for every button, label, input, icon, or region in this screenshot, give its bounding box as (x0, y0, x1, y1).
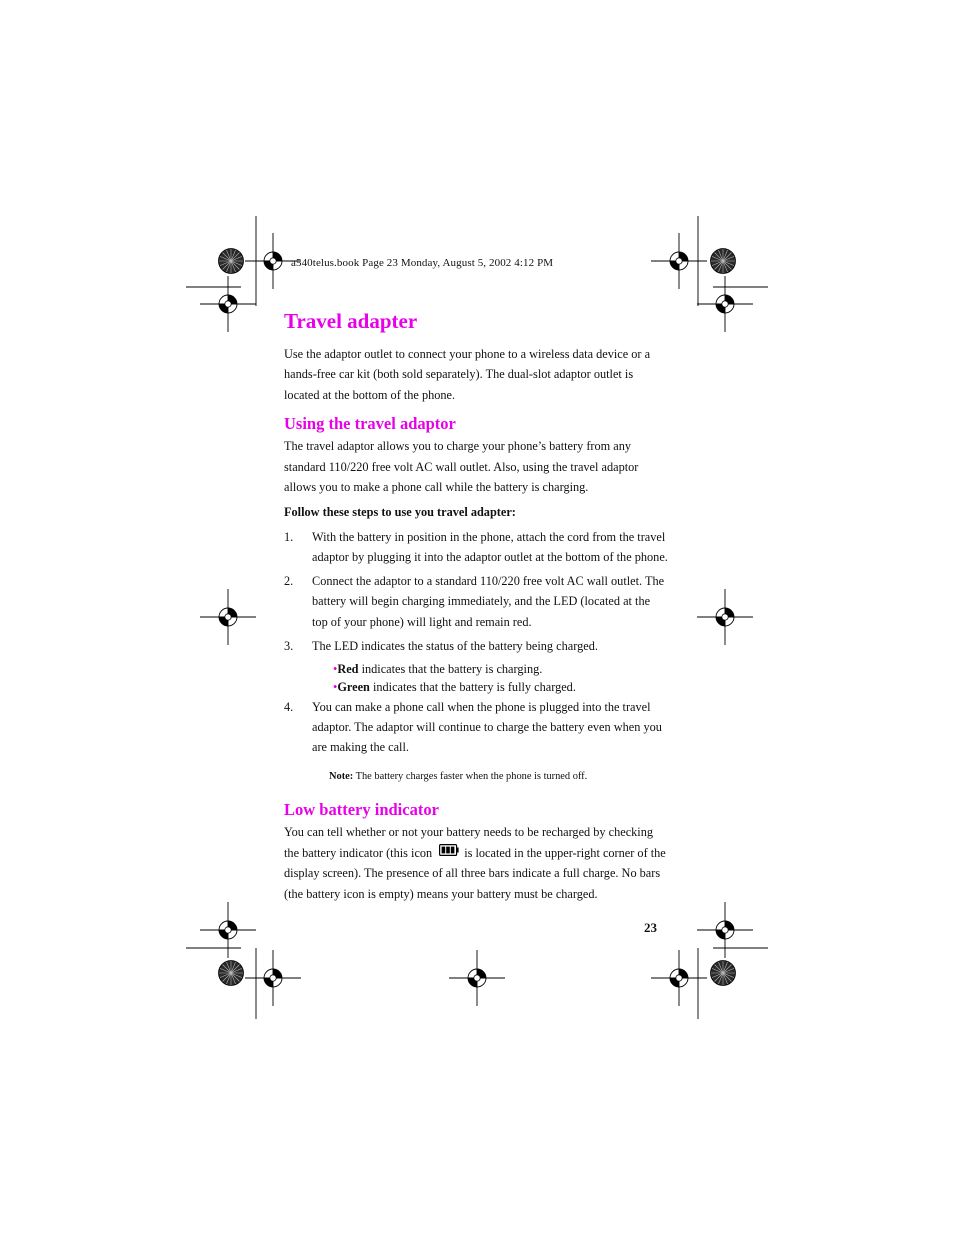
bullet-dot: • (333, 662, 338, 677)
steps-lead: Follow these steps to use you travel adapter: (284, 505, 516, 520)
steps-list-continued (284, 697, 668, 758)
book-file-header: a540telus.book Page 23 Monday, August 5, 2002 4:12 PM (291, 257, 554, 269)
led-color-label: Red (337, 662, 359, 677)
page-title: Travel adapter (284, 309, 418, 333)
step-item (284, 636, 668, 656)
note (329, 769, 668, 785)
note-label: Note: (329, 770, 354, 782)
led-status-text: indicates that the battery is fully charged. (369, 680, 576, 695)
led-status-list (333, 660, 668, 696)
led-status-text: indicates that the battery is charging. (358, 662, 543, 677)
bullet-dot: • (333, 680, 338, 695)
step-number: 4. (284, 700, 294, 715)
led-status-red (333, 660, 668, 678)
battery-full-icon (439, 842, 459, 854)
step-text: Connect the adaptor to a standard 110/220 free volt AC wall outlet. The battery will begin charging immediately, and the LED (located at the top of your phone) will light and remain red. (312, 574, 665, 629)
intro-paragraph: Use the adaptor outlet to connect your phone to a wireless data device or a hands-free car kit (both sold separately). The dual-slot adaptor outlet is located at the bottom of the phone. (284, 347, 651, 402)
page-number: 23 (644, 920, 657, 935)
step-text: With the battery in position in the phone, attach the cord from the travel adaptor by plugging it into the adaptor outlet at the bottom of the phone. (312, 529, 668, 565)
section-heading-low-battery: Low battery indicator (284, 799, 439, 819)
step-number: 2. (284, 574, 294, 589)
page-content (284, 306, 668, 904)
step-text: You can make a phone call when the phone is plugged into the travel adaptor. The adaptor will continue to charge the battery even when you are making the call. (312, 700, 662, 755)
step-item (284, 697, 668, 758)
step-text: The LED indicates the status of the battery being charged. (312, 638, 598, 653)
step-number: 1. (284, 529, 294, 544)
using-paragraph: The travel adaptor allows you to charge your phone’s battery from any standard 110/220 free volt AC wall outlet. Also, using the travel adaptor allows you to make a phone call while the battery is charging. (284, 439, 639, 495)
led-color-label: Green (337, 680, 370, 695)
section-heading-using: Using the travel adaptor (284, 414, 456, 434)
step-item (284, 571, 668, 632)
low-battery-text-end: is located in the upper-right corner of the display screen). The presence of all three bars indicate a full charge. No bars (the battery icon is empty) means your battery must be charged. (284, 846, 666, 901)
low-battery-text-start: You can tell whether or not your battery needs to be recharged by checking the battery indicator (this icon (284, 824, 654, 861)
led-status-green (333, 678, 668, 696)
steps-list (284, 527, 668, 656)
low-battery-paragraph (284, 822, 668, 905)
step-item (284, 527, 668, 567)
step-number: 3. (284, 638, 294, 653)
note-text: The battery charges faster when the phone is turned off. (353, 770, 588, 782)
